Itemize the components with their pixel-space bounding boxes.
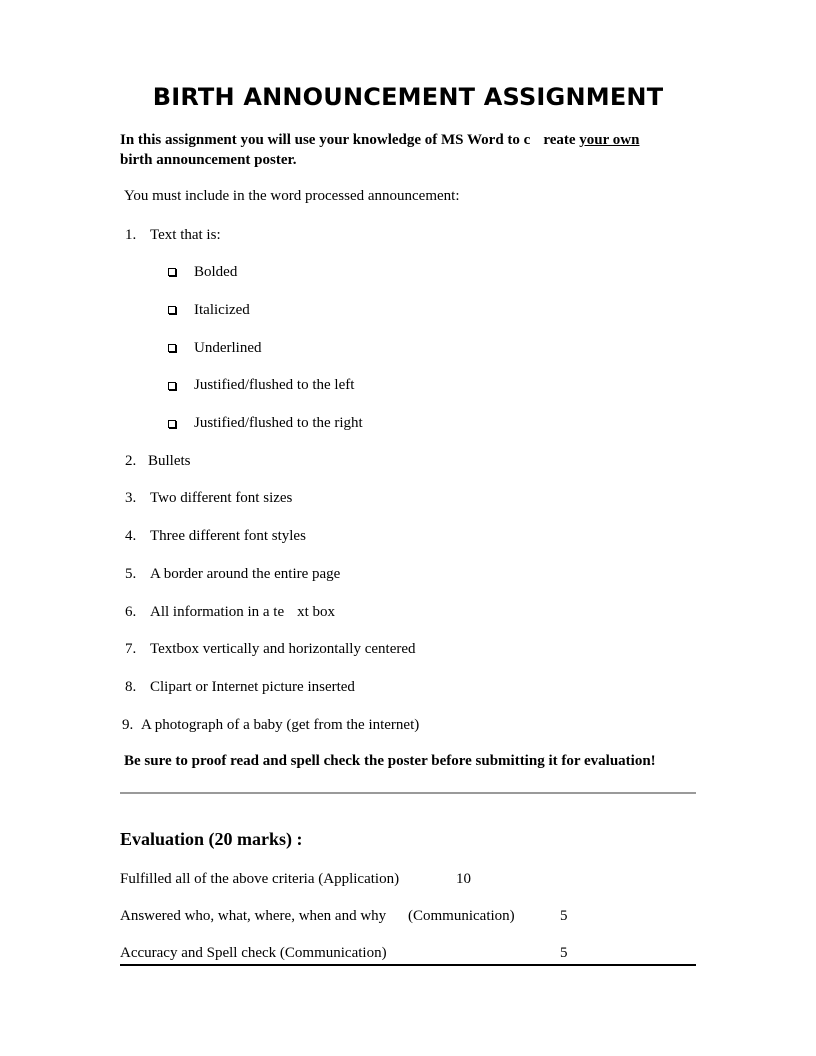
- list-text: All information in a te: [150, 604, 285, 620]
- sub-list-item: Bolded: [194, 264, 238, 280]
- list-item: [125, 528, 306, 545]
- list-item: [122, 717, 419, 734]
- page-title: BIRTH ANNOUNCEMENT ASSIGNMENT: [152, 83, 664, 111]
- section-divider: [120, 792, 696, 794]
- list-number: 3.: [125, 490, 137, 506]
- intro-line-2: birth announcement poster.: [120, 152, 297, 168]
- list-text: Text that is:: [150, 227, 221, 243]
- evaluation-row-label-cont: (Communication): [408, 908, 515, 924]
- list-item: [125, 566, 340, 583]
- list-text: A photograph of a baby (get from the internet): [141, 717, 420, 733]
- list-item: [125, 490, 292, 507]
- list-text: Textbox vertically and horizontally centered: [150, 641, 416, 657]
- list-text: Bullets: [148, 453, 191, 469]
- list-item: [125, 604, 335, 621]
- sub-list-item: Italicized: [194, 302, 250, 318]
- list-number: 5.: [125, 566, 137, 582]
- list-text: Three different font styles: [150, 528, 306, 544]
- checkbox-icon: [168, 306, 176, 314]
- evaluation-row-marks: 5: [560, 908, 568, 924]
- intro-text-cont: reate: [543, 132, 580, 148]
- checkbox-icon: [168, 268, 176, 276]
- list-text-cont: xt box: [297, 604, 336, 620]
- list-text: Two different font sizes: [150, 490, 293, 506]
- table-bottom-rule: [120, 964, 696, 966]
- requirements-intro: You must include in the word processed announcement:: [124, 188, 460, 204]
- intro-text: In this assignment you will use your knowledge of MS Word to c: [120, 132, 531, 148]
- list-number: 9.: [122, 717, 134, 733]
- sub-list-item: Justified/flushed to the right: [194, 415, 363, 431]
- sub-list-item: Justified/flushed to the left: [194, 377, 355, 393]
- evaluation-row-label: Answered who, what, where, when and why: [120, 908, 387, 924]
- evaluation-row-marks: 10: [456, 871, 471, 887]
- checkbox-icon: [168, 344, 176, 352]
- evaluation-row-marks: 5: [560, 945, 568, 961]
- list-number: 7.: [125, 641, 137, 657]
- list-item: [125, 453, 191, 470]
- list-number: 4.: [125, 528, 137, 544]
- checkbox-icon: [168, 382, 176, 390]
- list-number: 1.: [125, 227, 137, 243]
- list-text: A border around the entire page: [150, 566, 341, 582]
- sub-list-item: Underlined: [194, 340, 262, 356]
- intro-line-1: [120, 132, 639, 149]
- list-number: 8.: [125, 679, 137, 695]
- evaluation-row-label: Accuracy and Spell check (Communication): [120, 945, 387, 961]
- list-item: [125, 227, 221, 244]
- list-number: 6.: [125, 604, 137, 620]
- list-text: Clipart or Internet picture inserted: [150, 679, 355, 695]
- evaluation-title: Evaluation (20 marks) :: [120, 829, 303, 849]
- list-item: [125, 679, 355, 696]
- closing-reminder: Be sure to proof read and spell check the poster before submitting it for evaluation!: [124, 753, 656, 769]
- intro-underlined: your own: [579, 132, 640, 148]
- list-item: [125, 641, 416, 658]
- checkbox-icon: [168, 420, 176, 428]
- evaluation-row-label: Fulfilled all of the above criteria (Application): [120, 871, 400, 887]
- list-number: 2.: [125, 453, 137, 469]
